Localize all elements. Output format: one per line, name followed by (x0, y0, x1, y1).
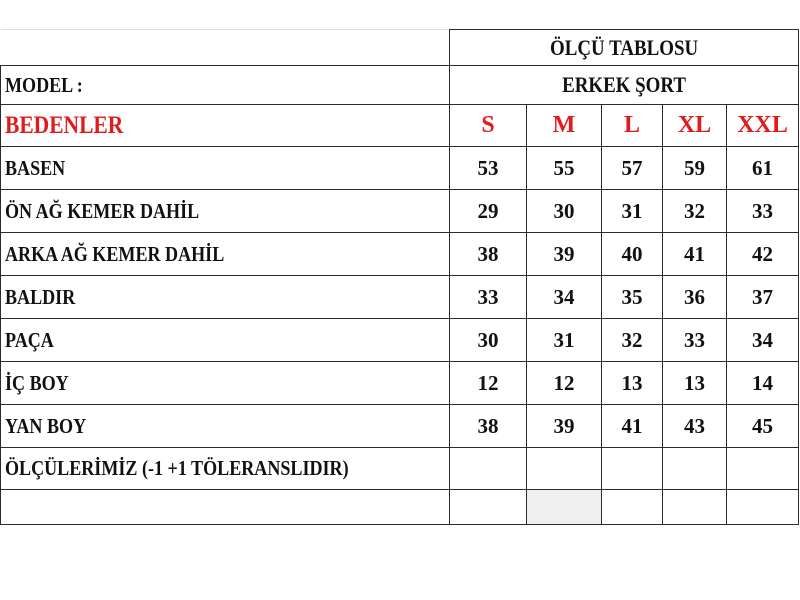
empty-cell (450, 490, 527, 525)
size-chart-table (0, 29, 799, 525)
cell-value: 33 (727, 190, 799, 233)
empty-cell (450, 448, 527, 490)
cell-value: 61 (727, 147, 799, 190)
cell-value: 39 (527, 233, 602, 276)
size-header-m: M (527, 105, 602, 147)
cell-value: 41 (602, 405, 663, 448)
cell-value: 31 (602, 190, 663, 233)
empty-cell (663, 448, 727, 490)
empty-cell (602, 448, 663, 490)
table-row (1, 362, 799, 405)
blank-row (1, 490, 799, 525)
model-row (1, 66, 799, 105)
size-header-xl: XL (663, 105, 727, 147)
cell-value: 42 (727, 233, 799, 276)
table-row (1, 319, 799, 362)
cell-value: 14 (727, 362, 799, 405)
cell-value: 39 (527, 405, 602, 448)
row-label-text: YAN BOY (5, 413, 87, 438)
cell-value: 33 (450, 276, 527, 319)
model-label-cell (1, 66, 450, 105)
model-value-cell (450, 66, 799, 105)
size-header-s: S (450, 105, 527, 147)
row-label-text: BASEN (5, 155, 66, 180)
cell-value: 33 (663, 319, 727, 362)
cell-value: 31 (527, 319, 602, 362)
row-label-text: PAÇA (5, 327, 54, 352)
cell-value: 29 (450, 190, 527, 233)
cell-value: 36 (663, 276, 727, 319)
cell-value: 12 (450, 362, 527, 405)
tolerance-note-cell (1, 448, 450, 490)
row-label-text: İÇ BOY (5, 370, 69, 395)
tolerance-row (1, 448, 799, 490)
row-label (1, 319, 450, 362)
cell-value: 38 (450, 405, 527, 448)
table-row (1, 147, 799, 190)
sizes-label: BEDENLER (5, 111, 124, 139)
cell-value: 12 (527, 362, 602, 405)
cell-value: 40 (602, 233, 663, 276)
empty-cell (663, 490, 727, 525)
tolerance-note: ÖLÇÜLERİMİZ (-1 +1 TÖLERANSLIDIR) (5, 456, 349, 480)
cell-value: 34 (527, 276, 602, 319)
cell-value: 37 (727, 276, 799, 319)
row-label-text: ARKA AĞ KEMER DAHİL (5, 241, 225, 266)
row-label (1, 233, 450, 276)
empty-cell (727, 448, 799, 490)
cell-value: 43 (663, 405, 727, 448)
empty-cell (727, 490, 799, 525)
row-label (1, 362, 450, 405)
row-label (1, 276, 450, 319)
title-row-left-cell (1, 30, 450, 66)
row-label (1, 147, 450, 190)
empty-cell (1, 490, 450, 525)
chart-title-cell (450, 30, 799, 66)
size-header-l: L (602, 105, 663, 147)
cell-value: 38 (450, 233, 527, 276)
cell-value: 41 (663, 233, 727, 276)
cell-value: 53 (450, 147, 527, 190)
empty-cell-shaded (527, 490, 602, 525)
row-label (1, 405, 450, 448)
title-row (1, 30, 799, 66)
model-label: MODEL : (5, 72, 83, 97)
sizes-label-cell (1, 105, 450, 147)
cell-value: 57 (602, 147, 663, 190)
cell-value: 35 (602, 276, 663, 319)
size-header-xxl: XXL (727, 105, 799, 147)
cell-value: 32 (602, 319, 663, 362)
cell-value: 30 (527, 190, 602, 233)
table-row (1, 276, 799, 319)
cell-value: 13 (602, 362, 663, 405)
row-label (1, 190, 450, 233)
sizes-header-row (1, 105, 799, 147)
table-row (1, 405, 799, 448)
empty-cell (527, 448, 602, 490)
cell-value: 30 (450, 319, 527, 362)
model-value: ERKEK ŞORT (562, 72, 686, 97)
cell-value: 32 (663, 190, 727, 233)
empty-cell (602, 490, 663, 525)
chart-title: ÖLÇÜ TABLOSU (549, 34, 699, 60)
row-label-text: BALDIR (5, 284, 76, 309)
row-label-text: ÖN AĞ KEMER DAHİL (5, 198, 200, 223)
cell-value: 34 (727, 319, 799, 362)
cell-value: 45 (727, 405, 799, 448)
cell-value: 59 (663, 147, 727, 190)
cell-value: 55 (527, 147, 602, 190)
table-row (1, 190, 799, 233)
cell-value: 13 (663, 362, 727, 405)
table-row (1, 233, 799, 276)
